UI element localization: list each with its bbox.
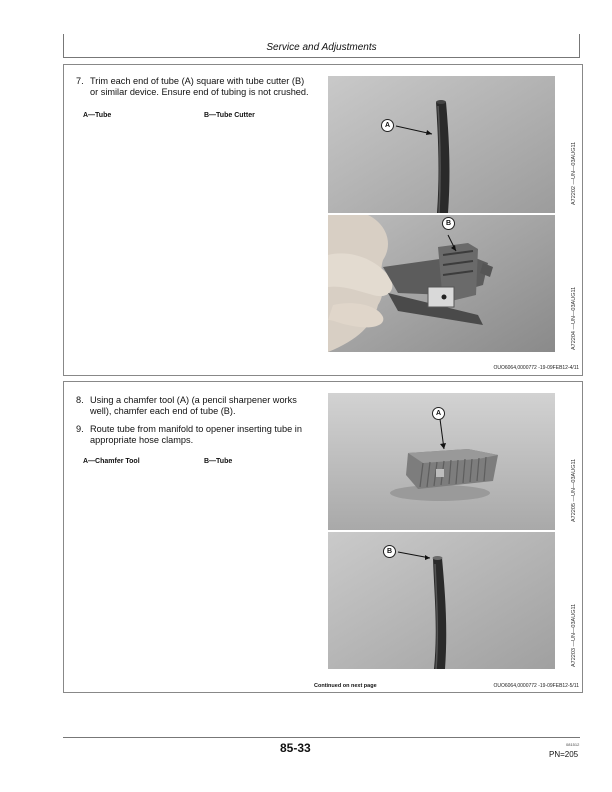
step-text-line2: well), chamfer each end of tube (B).	[90, 406, 236, 416]
tube-image	[328, 76, 555, 213]
tube-cutter-image	[328, 215, 555, 352]
part-number: PN=205	[549, 750, 579, 759]
section-ref-code: OUO6064,0000772 -19-09FEB12-4/11	[493, 365, 579, 371]
step-8	[76, 395, 326, 419]
callout-a: A	[381, 119, 394, 132]
photo-code-3: A72205 —UN—03AUG11	[571, 458, 577, 522]
step-text-line2: appropriate hose clamps.	[90, 435, 194, 445]
footer-small-code: 081512	[566, 742, 580, 747]
header-line	[63, 57, 580, 58]
legend-a: A—Chamfer Tool	[83, 458, 140, 465]
photo-tube-chamfered	[328, 532, 555, 669]
legend-b: B—Tube Cutter	[204, 112, 255, 119]
step-text-line1: Using a chamfer tool (A) (a pencil sharpener works	[90, 395, 297, 405]
photo-chamfer-tool	[328, 393, 555, 530]
continued-note: Continued on next page	[314, 683, 377, 689]
section-step-7	[63, 64, 583, 376]
photo-code-4: A72203 —UN—03AUG11	[571, 603, 577, 667]
step-7	[76, 76, 326, 100]
step-number: 7.	[76, 76, 84, 86]
photo-code-2: A72204 —UN—03AUG11	[571, 286, 577, 350]
legend-a: A—Tube	[83, 112, 112, 119]
step-number: 8.	[76, 395, 84, 405]
step-text-line1: Trim each end of tube (A) square with tube cutter (B)	[90, 76, 305, 86]
section-ref-code: OUO6064,0000772 -19-09FEB12-5/11	[493, 683, 579, 689]
page-number: 85-33	[280, 741, 311, 755]
step-9	[76, 424, 326, 448]
legend-b: B—Tube	[204, 458, 233, 465]
step-text-line1: Route tube from manifold to opener inserting tube in	[90, 424, 302, 434]
photo-code-1: A72202 —UN—03AUG11	[571, 141, 577, 205]
step-text-line2: or similar device. Ensure end of tubing is not crushed.	[90, 87, 309, 97]
callout-b: B	[442, 217, 455, 230]
photo-tube	[328, 76, 555, 213]
footer-line	[63, 737, 580, 738]
tube-chamfered-image	[328, 532, 555, 669]
callout-b: B	[383, 545, 396, 558]
callout-a: A	[432, 407, 445, 420]
section-steps-8-9	[63, 381, 583, 693]
step-number: 9.	[76, 424, 84, 434]
page-header-title: Service and Adjustments	[266, 42, 377, 53]
photo-tube-cutter	[328, 215, 555, 352]
